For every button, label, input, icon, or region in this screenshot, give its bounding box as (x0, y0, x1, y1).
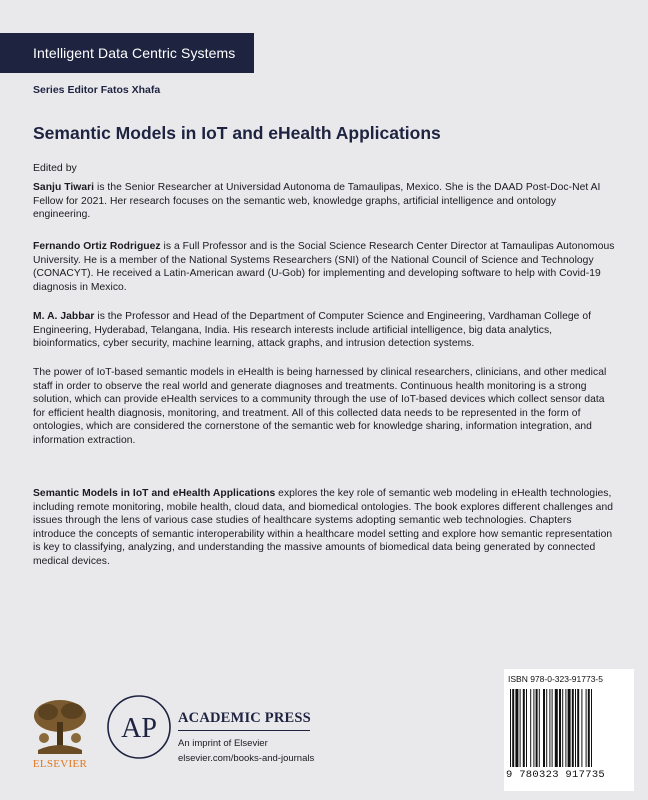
barcode-bar (572, 689, 574, 767)
barcode-bar (536, 689, 538, 767)
barcode-bar (512, 689, 514, 767)
editor-bio-2 (33, 240, 615, 294)
barcode-bar (577, 689, 579, 767)
academic-press-logo (106, 694, 172, 760)
barcode-bar (559, 689, 561, 767)
elsevier-wordmark: ELSEVIER (32, 758, 88, 770)
series-banner (0, 33, 254, 73)
barcode-bar (539, 689, 540, 767)
editor-name: M. A. Jabbar (33, 311, 95, 322)
summary-title: Semantic Models in IoT and eHealth Applications (33, 488, 276, 499)
editor-name: Fernando Ortiz Rodriguez (33, 241, 161, 252)
series-name: Intelligent Data Centric Systems (33, 45, 236, 61)
barcode-bar (510, 689, 511, 767)
editor-bio-text: is the Professor and Head of the Department of Computer Science and Engineering, Vardhaman College of Engineering, Hyderabad, Telangana, India. His research interests include artificial intelligence, big data analytics, bioinformatics, cyber security, machine learning, attack graphs, and intrusion detection systems. (33, 311, 592, 350)
publisher-imprint: An imprint of Elsevier (178, 738, 268, 749)
publisher-name: ACADEMIC PRESS (178, 710, 311, 726)
barcode-bar (515, 689, 518, 767)
barcode-bar (520, 689, 521, 767)
barcode-bar (591, 689, 592, 767)
editor-name: Sanju Tiwari (33, 182, 95, 193)
elsevier-tree-logo (28, 694, 92, 758)
isbn-label: ISBN 978-0-323-91773-5 (508, 674, 603, 684)
barcode-bar (523, 689, 525, 767)
ap-monogram: AP (121, 713, 157, 744)
edited-by-label: Edited by (33, 162, 77, 174)
barcode-bar (581, 689, 582, 767)
editor-bio-text: is the Senior Researcher at Universidad Autonoma de Tamaulipas, Mexico. She is the DAAD Post-Doc-Net AI Fellow for 2021. Her research focuses on the semantic web, knowledge graphs, artificial intelligence and ontology engineering. (33, 182, 601, 221)
book-title: Semantic Models in IoT and eHealth Applications (33, 123, 441, 143)
barcode-bar (549, 689, 550, 767)
barcode-bar (575, 689, 576, 767)
barcode-bar (565, 689, 566, 767)
barcode-bar (568, 689, 571, 767)
isbn-barcode-block (504, 669, 634, 791)
publisher-divider (178, 730, 310, 731)
barcode-bar (588, 689, 590, 767)
series-editor: Series Editor Fatos Xhafa (33, 84, 161, 96)
barcode-bar (562, 689, 563, 767)
publisher-url: elsevier.com/books-and-journals (178, 753, 315, 764)
barcode-bar (530, 689, 531, 767)
barcode-bar (543, 689, 545, 767)
editor-bio-3 (33, 310, 615, 351)
barcode-bar (526, 689, 527, 767)
isbn-digits: 9 780323 917735 (506, 769, 606, 781)
barcode-bar (533, 689, 534, 767)
barcode-bar (555, 689, 558, 767)
editor-bio-text: is a Full Professor and is the Social Science Research Center Director at Tamaulipas Autonomous University. He is a member of the National Systems Researchers (SNI) of the National Council of Science and Technology (CONACYT). He received a Latin-American award (U-Gob) for implementing and developing software to help with Covid-19 diagnosis in Mexico. (33, 241, 615, 293)
barcode-bar (552, 689, 553, 767)
barcode-bar (546, 689, 547, 767)
book-description: The power of IoT-based semantic models in eHealth is being harnessed by clinical researchers, clinicians, and other medical staff in order to observe the real world and generate diagnoses and treatments. Continuous health monitoring is a strong solution, which can provide eHealth services to a community through the use of IoT-based devices which collect sensor data for efficient health diagnosis, monitoring, and treatment. All of this collected data needs to be represented in the form of ontologies, which are considered the cornerstone of the semantic web for knowledge sharing, information integration, and information extraction. (33, 367, 607, 446)
book-summary (33, 487, 615, 569)
summary-text: explores the key role of semantic web modeling in eHealth technologies, including remote monitoring, mobile health, cloud data, and biomedical ontologies. The book explores different challenges and issues through the lens of various case studies of healthcare systems adopting semantic web technologies. Chapters introduce the concepts of semantic interoperability within a healthcare model setting and explore how semantic representation is key to classifying, analyzing, and understanding the massive amounts of biomedical data being generated by connected medical devices. (33, 488, 613, 567)
barcode-graphic (508, 689, 626, 767)
editor-bio-1 (33, 181, 615, 222)
barcode-bar (586, 689, 587, 767)
